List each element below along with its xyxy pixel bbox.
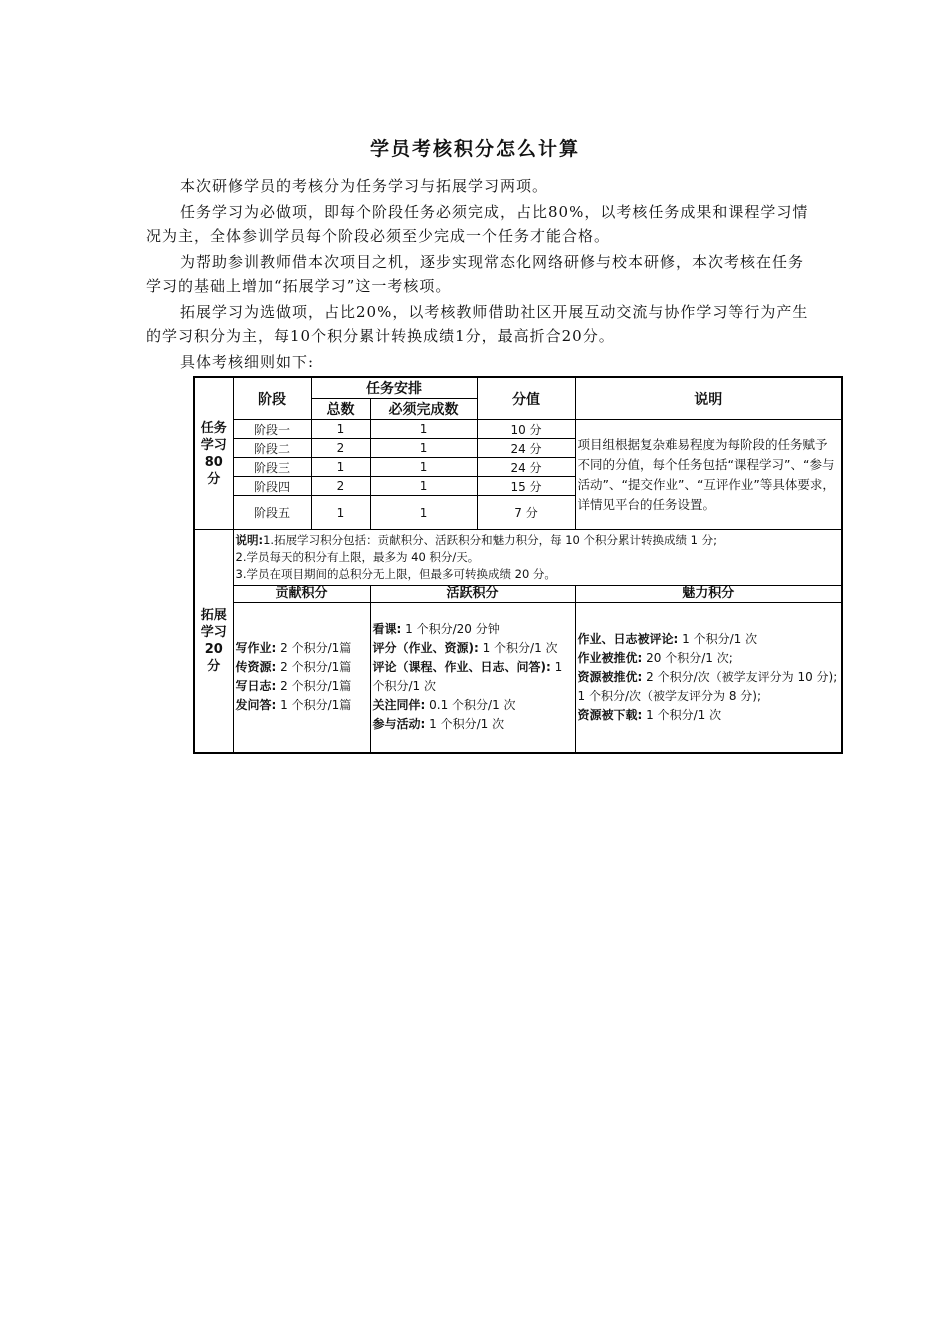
- contribution-points-header: 贡献积分: [233, 586, 370, 603]
- points-item: [373, 715, 573, 734]
- points-item-key: 发问答:: [235, 698, 277, 713]
- points-item-key: 写日志:: [235, 679, 277, 694]
- points-item-key: 作业被推优:: [577, 650, 643, 665]
- stage-score: 24 分: [477, 458, 575, 477]
- stage-required: 1: [370, 458, 477, 477]
- points-item-value: 1个积分/1 次: [372, 660, 563, 694]
- stage-score: 24 分: [477, 439, 575, 458]
- points-item-value: 1 个积分/1 次: [478, 641, 558, 656]
- paragraph-intro: 本次研修学员的考核分为任务学习与拓展学习两项。: [180, 177, 549, 195]
- extension-note-line: 1.拓展学习积分包括：贡献积分、活跃积分和魅力积分，每 10 个积分累计转换成绩 1 分;: [263, 533, 718, 547]
- points-item-key: 写作业:: [235, 641, 277, 656]
- points-item-key: 参与活动:: [372, 717, 426, 732]
- stage-score: 7 分: [477, 496, 575, 530]
- header-stage: 阶段: [233, 377, 311, 420]
- points-item: [373, 639, 573, 658]
- points-item-key: 作业、日志被评论:: [577, 631, 679, 646]
- stage-total: 2: [311, 477, 370, 496]
- stage-name: 阶段一: [233, 420, 311, 439]
- points-item-key: 资源被下载:: [577, 707, 643, 722]
- extension-note-line: 3.学员在项目期间的总积分无上限，但最多可转换成绩 20 分。: [235, 567, 556, 581]
- points-item-key: 评论（课程、作业、日志、问答):: [372, 660, 551, 675]
- extension-notes-label: 说明:: [235, 533, 264, 547]
- points-item: [578, 668, 840, 706]
- points-item: [236, 677, 368, 696]
- stage-required: 1: [370, 420, 477, 439]
- points-item-key: 传资源:: [235, 660, 277, 675]
- charm-points-header: 魅力积分: [575, 586, 842, 603]
- stage-total: 1: [311, 496, 370, 530]
- header-required: 必须完成数: [370, 399, 477, 420]
- contribution-points-list: [233, 603, 370, 753]
- stage-score: 15 分: [477, 477, 575, 496]
- header-score: 分值: [477, 377, 575, 420]
- header-task-arrangement: 任务安排: [311, 377, 477, 399]
- activity-points-list: [370, 603, 575, 753]
- points-item-value: 1 个积分/20 分钟: [401, 622, 500, 637]
- points-item: [578, 630, 840, 649]
- points-item-value: 1 个积分/1 次: [642, 707, 722, 722]
- points-item-value: 2 个积分/1篇: [276, 641, 352, 656]
- stage-required: 1: [370, 477, 477, 496]
- points-item: [373, 696, 573, 715]
- stage-name: 阶段五: [233, 496, 311, 530]
- assessment-table: [193, 376, 843, 754]
- extension-notes: [233, 530, 842, 586]
- points-item: [236, 639, 368, 658]
- points-item-value: 2 个积分/次（被学友评分为 10 分); 1 个积分/次（被学友评分为 8 分);: [577, 669, 838, 703]
- paragraph-purpose: 为帮助参训教师借本次项目之机，逐步实现常态化网络研修与校本研修，本次考核在任务学习的基础上增加“拓展学习”这一考核项。: [146, 253, 805, 295]
- points-item-value: 1 个积分/1篇: [276, 698, 352, 713]
- points-item-value: 20 个积分/1 次;: [642, 650, 733, 665]
- points-item: [373, 620, 573, 639]
- extension-note-line: 2.学员每天的积分有上限，最多为 40 积分/天。: [235, 550, 480, 564]
- points-item-key: 看课:: [372, 622, 402, 637]
- stage-total: 1: [311, 458, 370, 477]
- stage-required: 1: [370, 496, 477, 530]
- task-section-label: 任务 学习 80 分: [194, 377, 233, 530]
- points-item: [578, 706, 840, 725]
- stage-total: 2: [311, 439, 370, 458]
- points-item-value: 1 个积分/1 次: [678, 631, 758, 646]
- points-item-key: 评分（作业、资源):: [372, 641, 479, 656]
- points-item-value: 0.1 个积分/1 次: [425, 698, 516, 713]
- paragraph-extension-learning: 拓展学习为选做项，占比20%，以考核教师借助社区开展互动交流与协作学习等行为产生的学习积分为主，每10个积分累计转换成绩1分，最高折合20分。: [146, 303, 809, 345]
- points-item: [373, 658, 573, 696]
- stage-total: 1: [311, 420, 370, 439]
- stage-required: 1: [370, 439, 477, 458]
- stage-name: 阶段三: [233, 458, 311, 477]
- points-item-key: 关注同伴:: [372, 698, 426, 713]
- stage-score: 10 分: [477, 420, 575, 439]
- points-item-key: 资源被推优:: [577, 669, 643, 684]
- points-item-value: 1 个积分/1 次: [425, 717, 505, 732]
- points-item-value: 2 个积分/1篇: [276, 679, 352, 694]
- paragraph-details-lead: 具体考核细则如下:: [180, 353, 315, 371]
- points-item: [236, 696, 368, 715]
- header-total: 总数: [311, 399, 370, 420]
- charm-points-list: [575, 603, 842, 753]
- activity-points-header: 活跃积分: [370, 586, 575, 603]
- stage-name: 阶段二: [233, 439, 311, 458]
- points-item-value: 2 个积分/1篇: [276, 660, 352, 675]
- stage-row: [194, 420, 842, 439]
- task-note: 项目组根据复杂难易程度为每阶段的任务赋予不同的分值，每个任务包括“课程学习”、“参与活动”、“提交作业”、“互评作业”等具体要求，详情见平台的任务设置。: [575, 420, 842, 530]
- extension-section-label: 拓展 学习 20 分: [194, 530, 233, 753]
- points-item: [578, 649, 840, 668]
- stage-name: 阶段四: [233, 477, 311, 496]
- points-item: [236, 658, 368, 677]
- header-note: 说明: [575, 377, 842, 420]
- paragraph-task-learning: 任务学习为必做项，即每个阶段任务必须完成，占比80%，以考核任务成果和课程学习情况为主，全体参训学员每个阶段必须至少完成一个任务才能合格。: [146, 203, 809, 245]
- page-title: 学员考核积分怎么计算: [369, 138, 580, 160]
